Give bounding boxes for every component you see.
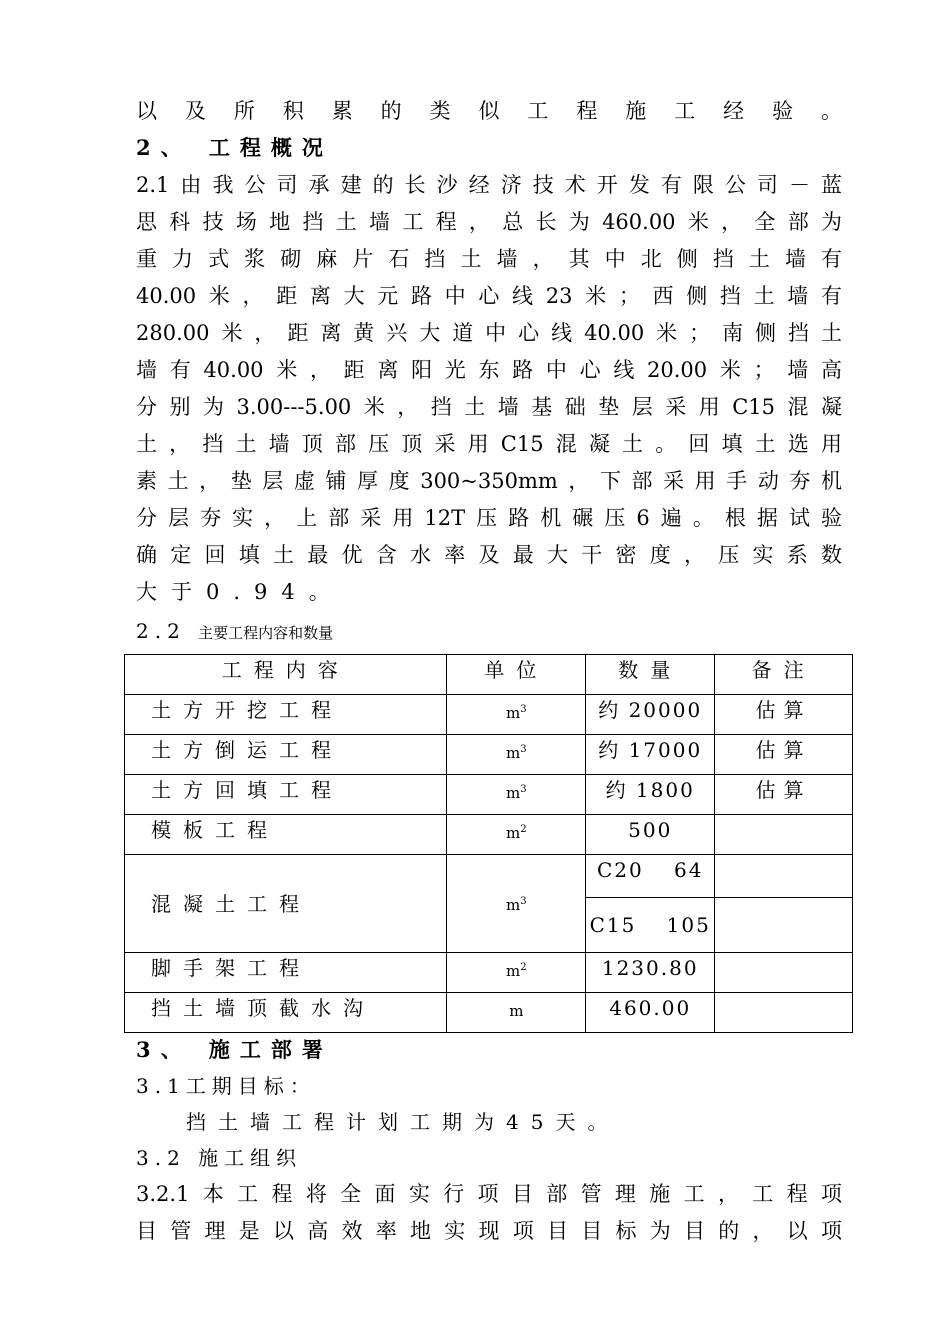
row-unit	[447, 993, 586, 1033]
row-unit	[447, 953, 586, 993]
unit-exponent: 3	[520, 704, 527, 715]
section-3-heading: 3、 施工部署	[136, 1037, 333, 1062]
unit-exponent: 3	[520, 784, 527, 795]
paragraph-last-line: 大于0.94。	[136, 580, 344, 604]
row-note: 估算	[715, 695, 853, 735]
paragraph-line: 2.1由我公司承建的长沙经济技术开发有限公司－蓝	[136, 173, 842, 197]
unit-exponent: 3	[520, 896, 527, 907]
table-caption: 主要工程内容和数量	[198, 624, 334, 642]
section-2-2-heading	[136, 616, 333, 648]
section-2-heading: 2、 工程概况	[136, 135, 333, 160]
section-number: 2.2	[136, 619, 186, 643]
row-name: 土方倒运工程	[125, 735, 447, 775]
row-quantity: 500	[586, 815, 715, 855]
paragraph-line: 确定回填土最优含水率及最大干密度，压实系数	[136, 543, 842, 567]
paragraph-line: 土，挡土墙顶部压顶采用C15混凝土。回填土选用	[136, 432, 842, 456]
paragraph-line: 重力式浆砌麻片石挡土墙，其中北侧挡土墙有	[136, 247, 842, 271]
header-content: 工程内容	[125, 655, 447, 695]
unit-text: m	[506, 744, 521, 762]
header-quantity: 数量	[586, 655, 715, 695]
table-row	[125, 735, 853, 775]
row-name: 土方回填工程	[125, 775, 447, 815]
unit-exponent: 2	[520, 824, 527, 835]
paragraph-line: 素土，垫层虚铺厚度300~350mm，下部采用手动夯机	[136, 469, 842, 493]
row-note: 估算	[715, 735, 853, 775]
section-3-1-heading: 3.1工期目标：	[136, 1074, 316, 1098]
paragraph-line: 思科技场地挡土墙工程，总长为460.00米，全部为	[136, 210, 842, 234]
header-note: 备注	[715, 655, 853, 695]
paragraph-line: 40.00米，距离大元路中心线23米；西侧挡土墙有	[136, 284, 842, 308]
row-unit	[447, 775, 586, 815]
row-quantity-c20: C20 64	[586, 855, 715, 898]
table-row	[125, 993, 853, 1033]
row-note: 估算	[715, 775, 853, 815]
row-unit	[447, 695, 586, 735]
row-name: 土方开挖工程	[125, 695, 447, 735]
table-row-concrete	[125, 855, 853, 898]
row-quantity: 1230.80	[586, 953, 715, 993]
section-3-1-body: 挡土墙工程计划工期为45天。	[186, 1110, 620, 1134]
unit-exponent: 2	[520, 962, 527, 973]
row-note	[715, 898, 853, 953]
row-name: 脚手架工程	[125, 953, 447, 993]
paragraph-line: 墙有40.00米，距离阳光东路中心线20.00米；墙高	[136, 358, 842, 382]
paragraph-line: 分别为3.00---5.00米，挡土墙基础垫层采用C15混凝	[136, 395, 842, 419]
paragraph-line: 目管理是以高效率地实现项目目标为目的，以项	[136, 1219, 842, 1243]
unit-text: m	[506, 824, 521, 842]
row-unit	[447, 735, 586, 775]
unit-text: m	[506, 784, 521, 802]
row-quantity: 460.00	[586, 993, 715, 1033]
unit-text: m	[506, 962, 521, 980]
row-note	[715, 953, 853, 993]
table-row	[125, 775, 853, 815]
header-unit: 单位	[447, 655, 586, 695]
paragraph-line: 3.2.1本工程将全面实行项目部管理施工，工程项	[136, 1182, 842, 1206]
table-header-row	[125, 655, 853, 695]
row-quantity: 约 17000	[586, 735, 715, 775]
unit-text: m	[506, 896, 521, 914]
paragraph-continuation: 以及所积累的类似工程施工经验。	[136, 99, 842, 123]
row-quantity: 约 1800	[586, 775, 715, 815]
table-row	[125, 815, 853, 855]
row-note	[715, 855, 853, 898]
row-quantity-c15: C15 105	[586, 898, 715, 953]
row-note	[715, 993, 853, 1033]
row-name: 混凝土工程	[125, 855, 447, 953]
work-quantity-table	[124, 654, 853, 1033]
table-row	[125, 695, 853, 735]
row-note	[715, 815, 853, 855]
row-quantity: 约 20000	[586, 695, 715, 735]
paragraph-line: 分层夯实，上部采用12T压路机碾压6遍。根据试验	[136, 506, 842, 530]
row-name: 模板工程	[125, 815, 447, 855]
row-unit	[447, 815, 586, 855]
row-unit	[447, 855, 586, 953]
table-row	[125, 953, 853, 993]
unit-exponent: 3	[520, 744, 527, 755]
paragraph-line: 280.00米，距离黄兴大道中心线40.00米；南侧挡土	[136, 321, 842, 345]
section-3-2-heading: 3.2 施工组织	[136, 1146, 303, 1170]
row-name: 挡土墙顶截水沟	[125, 993, 447, 1033]
unit-text: m	[509, 1002, 524, 1020]
unit-text: m	[506, 704, 521, 722]
